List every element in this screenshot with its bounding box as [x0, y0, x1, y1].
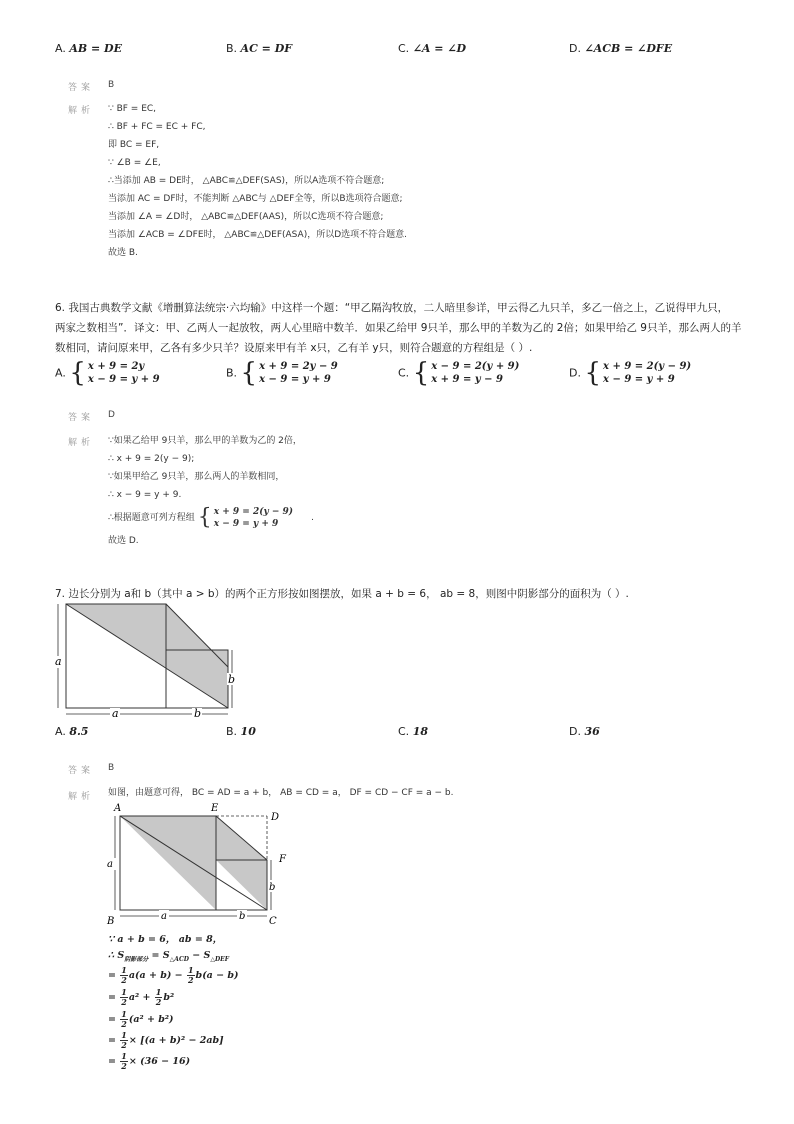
- option-label: B.: [226, 725, 238, 738]
- q7-analysis-intro: 如图，由题意可得， BC = AD = a + b， AB = CD = a， DF = CD − CF = a − b.: [108, 788, 454, 798]
- q7-step-3: = $\frac{1}{2}$ (a² + b²): [108, 1009, 174, 1029]
- q7-area-line: ∴ $S_{阴影部分} = S_{\triangle ACD} - S_{\triangle DEF}$: [108, 950, 230, 963]
- equation-system: [413, 360, 520, 386]
- equation-system: [69, 360, 159, 386]
- q7-solution-figure: [103, 800, 293, 928]
- equation-system: [241, 360, 338, 386]
- option-label: D.: [569, 725, 581, 738]
- equation: x − 9 = 2(y + 9): [431, 361, 520, 372]
- label-b-side: b: [228, 673, 236, 686]
- fraction: $\frac{1}{2}$: [121, 987, 127, 1007]
- subscript: △ACD: [169, 955, 189, 963]
- equation: x + 9 = y − 9: [431, 374, 503, 385]
- option-label: D.: [569, 42, 581, 55]
- q5-option-a[interactable]: [55, 42, 122, 55]
- brace: {: [240, 358, 258, 388]
- solution-line: 故选 B.: [108, 248, 138, 258]
- q6-stem: [55, 298, 742, 358]
- label-a-side: a: [107, 859, 113, 870]
- stem-line: 6. 我国古典数学文献《增删算法统宗·六均输》中这样一个题：“甲乙隔沟牧放，二人暗里参详，甲云得乙九只羊，多乙一倍之上，乙说得甲九只，: [55, 302, 729, 314]
- fraction: $\frac{1}{2}$: [155, 987, 162, 1007]
- solution-line: ∴当添加 AB = DE时， △ABC≌△DEF(SAS)，所以A选项不符合题意;: [108, 176, 385, 186]
- q6-option-b[interactable]: [226, 360, 338, 386]
- q7-option-c[interactable]: [398, 725, 428, 738]
- option-text: ∠A = ∠D: [412, 42, 467, 55]
- q7-step-5: = $\frac{1}{2}$ × (36 − 16): [108, 1051, 191, 1071]
- q6-option-c[interactable]: [398, 360, 519, 386]
- option-label: A.: [55, 42, 66, 55]
- equation: x + 9 = 2(y − 9): [603, 361, 692, 372]
- label-b-side: b: [269, 882, 276, 893]
- option-text: ∠ACB = ∠DFE: [584, 42, 673, 55]
- point-c: C: [269, 916, 277, 927]
- point-d: D: [271, 812, 280, 823]
- option-text: 36: [584, 725, 600, 738]
- point-a: A: [114, 803, 122, 814]
- label-b-bottom: b: [239, 911, 246, 922]
- solution-line: 当添加 ∠ACB = ∠DFE时， △ABC≌△DEF(ASA)，所以D选项不符合题意.: [108, 230, 408, 240]
- system-intro: ∴根据题意可列方程组: [108, 513, 195, 523]
- q5-option-b[interactable]: [226, 42, 292, 55]
- fraction: $\frac{1}{2}$: [121, 1051, 127, 1071]
- q7-given: ∵ a + b = 6， ab = 8，: [108, 934, 223, 945]
- option-text: 18: [412, 725, 428, 738]
- option-label: A.: [55, 725, 66, 738]
- stem-line: 数相同，请问原来甲，乙各有多少只羊？设原来甲有羊 x只，乙有羊 y只，则符合题意的方程组是（ ）.: [55, 342, 533, 354]
- q5-answer: B: [108, 80, 115, 90]
- solution-line: ∴ BF + FC = EC + FC,: [108, 122, 206, 132]
- label-b-bottom: b: [194, 707, 202, 720]
- q6-answer: D: [108, 410, 115, 420]
- solution-line: 当添加 AC = DF时，不能判断 △ABC与 △DEF全等，所以B选项符合题意;: [108, 194, 403, 204]
- q7-step-2: = $\frac{1}{2}$ a² + $\frac{1}{2}$ b²: [108, 987, 175, 1007]
- solution-line: ∵如果乙给甲 9只羊，那么甲的羊数为乙的 2倍，: [108, 436, 302, 446]
- equation-system: [584, 360, 691, 386]
- q5-option-c[interactable]: [398, 42, 466, 55]
- q7-step-1: = $\frac{1}{2}$ a(a + b) − $\frac{1}{2}$ b(a − b): [108, 965, 239, 985]
- equation: x + 9 = 2y: [87, 361, 145, 372]
- equation: x + 9 = 2(y − 9): [213, 507, 294, 517]
- q6-option-a[interactable]: [55, 360, 160, 386]
- q7-analysis-tag: 解析: [68, 792, 95, 802]
- stem-line: 两家之数相当”．译文：甲、乙两人一起放牧，两人心里暗中数羊．如果乙给甲 9只羊，那么甲的羊数为乙的 2倍；如果甲给乙 9只羊，那么两人的羊: [55, 322, 742, 334]
- brace: {: [197, 505, 212, 530]
- q5-answer-tag: 答案: [68, 83, 95, 93]
- equation-system: [198, 506, 293, 530]
- equation: x − 9 = y + 9: [259, 374, 331, 385]
- fraction: $\frac{1}{2}$: [121, 965, 127, 985]
- equation: x − 9 = y + 9: [87, 374, 160, 385]
- system-line: [108, 506, 314, 530]
- option-label: A.: [55, 366, 66, 380]
- solution-line: ∴ x − 9 = y + 9.: [108, 490, 182, 500]
- q5-option-d[interactable]: [569, 42, 672, 55]
- option-text: 10: [240, 725, 256, 738]
- point-e: E: [211, 803, 219, 814]
- label-a-bottom: a: [161, 911, 167, 922]
- solution-line: 即 BC = EF,: [108, 140, 160, 150]
- shaded-region: [120, 816, 216, 910]
- fraction: $\frac{1}{2}$: [121, 1009, 127, 1029]
- system-end: .: [311, 513, 314, 523]
- q7-stem: 7. 边长分别为 a和 b（其中 a > b）的两个正方形按如图摆放，如果 a + b = 6， ab = 8，则图中阴影部分的面积为（ ）.: [55, 588, 629, 600]
- q6-answer-tag: 答案: [68, 413, 95, 423]
- q7-figure: [52, 600, 242, 722]
- fraction: $\frac{1}{2}$: [121, 1030, 127, 1050]
- brace: {: [69, 358, 86, 388]
- option-label: C.: [398, 725, 410, 738]
- equation: x + 9 = 2y − 9: [259, 361, 338, 372]
- q7-answer: B: [108, 763, 115, 773]
- label-a-side: a: [55, 655, 62, 668]
- q7-option-b[interactable]: [226, 725, 256, 738]
- option-label: C.: [398, 366, 410, 380]
- option-label: C.: [398, 42, 410, 55]
- solution-line: ∴ x + 9 = 2(y − 9);: [108, 454, 195, 464]
- option-label: B.: [226, 366, 238, 380]
- equation: x − 9 = y + 9: [213, 519, 279, 529]
- q6-analysis-tag: 解析: [68, 438, 95, 448]
- point-b: B: [107, 916, 115, 927]
- brace: {: [584, 358, 602, 388]
- solution-line: ∵如果甲给乙 9只羊，那么两人的羊数相同，: [108, 472, 285, 482]
- subscript: △DEF: [210, 955, 230, 963]
- q7-option-a[interactable]: [55, 725, 88, 738]
- option-label: D.: [569, 366, 581, 380]
- solution-line: 当添加 ∠A = ∠D时， △ABC≌△DEF(AAS)，所以C选项不符合题意;: [108, 212, 384, 222]
- solution-conclusion: 故选 D.: [108, 536, 139, 546]
- q7-option-d[interactable]: [569, 725, 600, 738]
- q6-option-d[interactable]: [569, 360, 691, 386]
- q5-solution: [108, 100, 407, 262]
- q6-solution: [108, 432, 314, 550]
- q7-answer-tag: 答案: [68, 766, 95, 776]
- q5-analysis-tag: 解析: [68, 106, 95, 116]
- q7-step-4: = $\frac{1}{2}$ × [(a + b)² − 2ab]: [108, 1030, 224, 1050]
- option-text: 8.5: [69, 725, 89, 738]
- option-label: B.: [226, 42, 238, 55]
- option-text: AC = DF: [240, 42, 293, 55]
- fraction: $\frac{1}{2}$: [187, 965, 194, 985]
- point-f: F: [279, 854, 286, 865]
- brace: {: [412, 358, 430, 388]
- equation: x − 9 = y + 9: [603, 374, 675, 385]
- solution-line: ∵ ∠B = ∠E,: [108, 158, 161, 168]
- subscript: 阴影部分: [124, 955, 149, 963]
- shaded-region: [216, 816, 267, 910]
- option-text: AB = DE: [69, 42, 122, 55]
- solution-line: ∵ BF = EC,: [108, 104, 157, 114]
- label-a-bottom: a: [112, 707, 119, 720]
